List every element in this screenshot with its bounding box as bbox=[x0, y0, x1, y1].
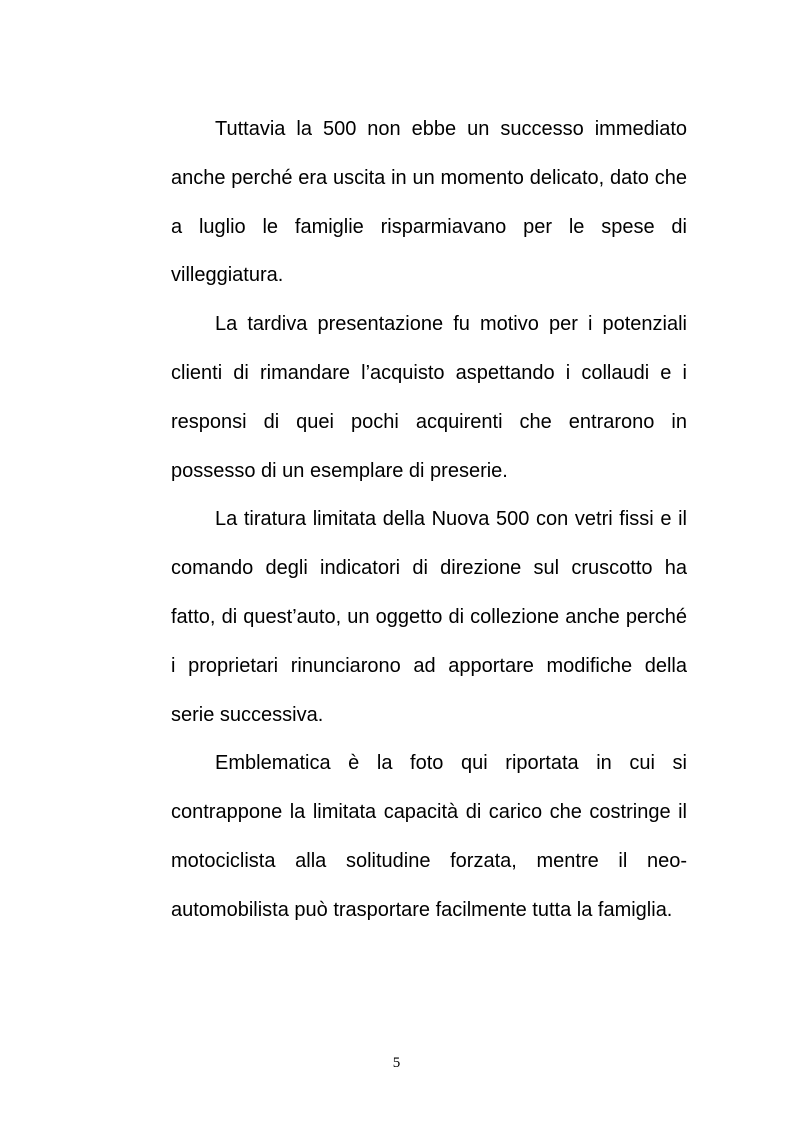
page-number: 5 bbox=[392, 1055, 401, 1071]
paragraph-1: Tuttavia la 500 non ebbe un successo immediato anche perché era uscita in un momento delicato, dato che a luglio le famiglie risparmiavano per le spese di villeggiatura. bbox=[171, 118, 687, 287]
paragraph-2: La tardiva presentazione fu motivo per i potenziali clienti di rimandare l’acquisto aspettando i collaudi e i responsi di quei pochi acquirenti che entrarono in possesso di un esemplare di preserie. bbox=[171, 313, 687, 482]
body-text bbox=[171, 105, 687, 935]
paragraph-4: Emblematica è la foto qui riportata in cui si contrappone la limitata capacità di carico che costringe il motociclista alla solitudine forzata, mentre il neo-automobilista può trasportare facilmente tutta la famiglia. bbox=[171, 752, 687, 921]
paragraph-3: La tiratura limitata della Nuova 500 con vetri fissi e il comando degli indicatori di direzione sul cruscotto ha fatto, di quest’auto, un oggetto di collezione anche perché i proprietari rinunciarono ad apportare modifiche della serie successiva. bbox=[171, 508, 687, 726]
